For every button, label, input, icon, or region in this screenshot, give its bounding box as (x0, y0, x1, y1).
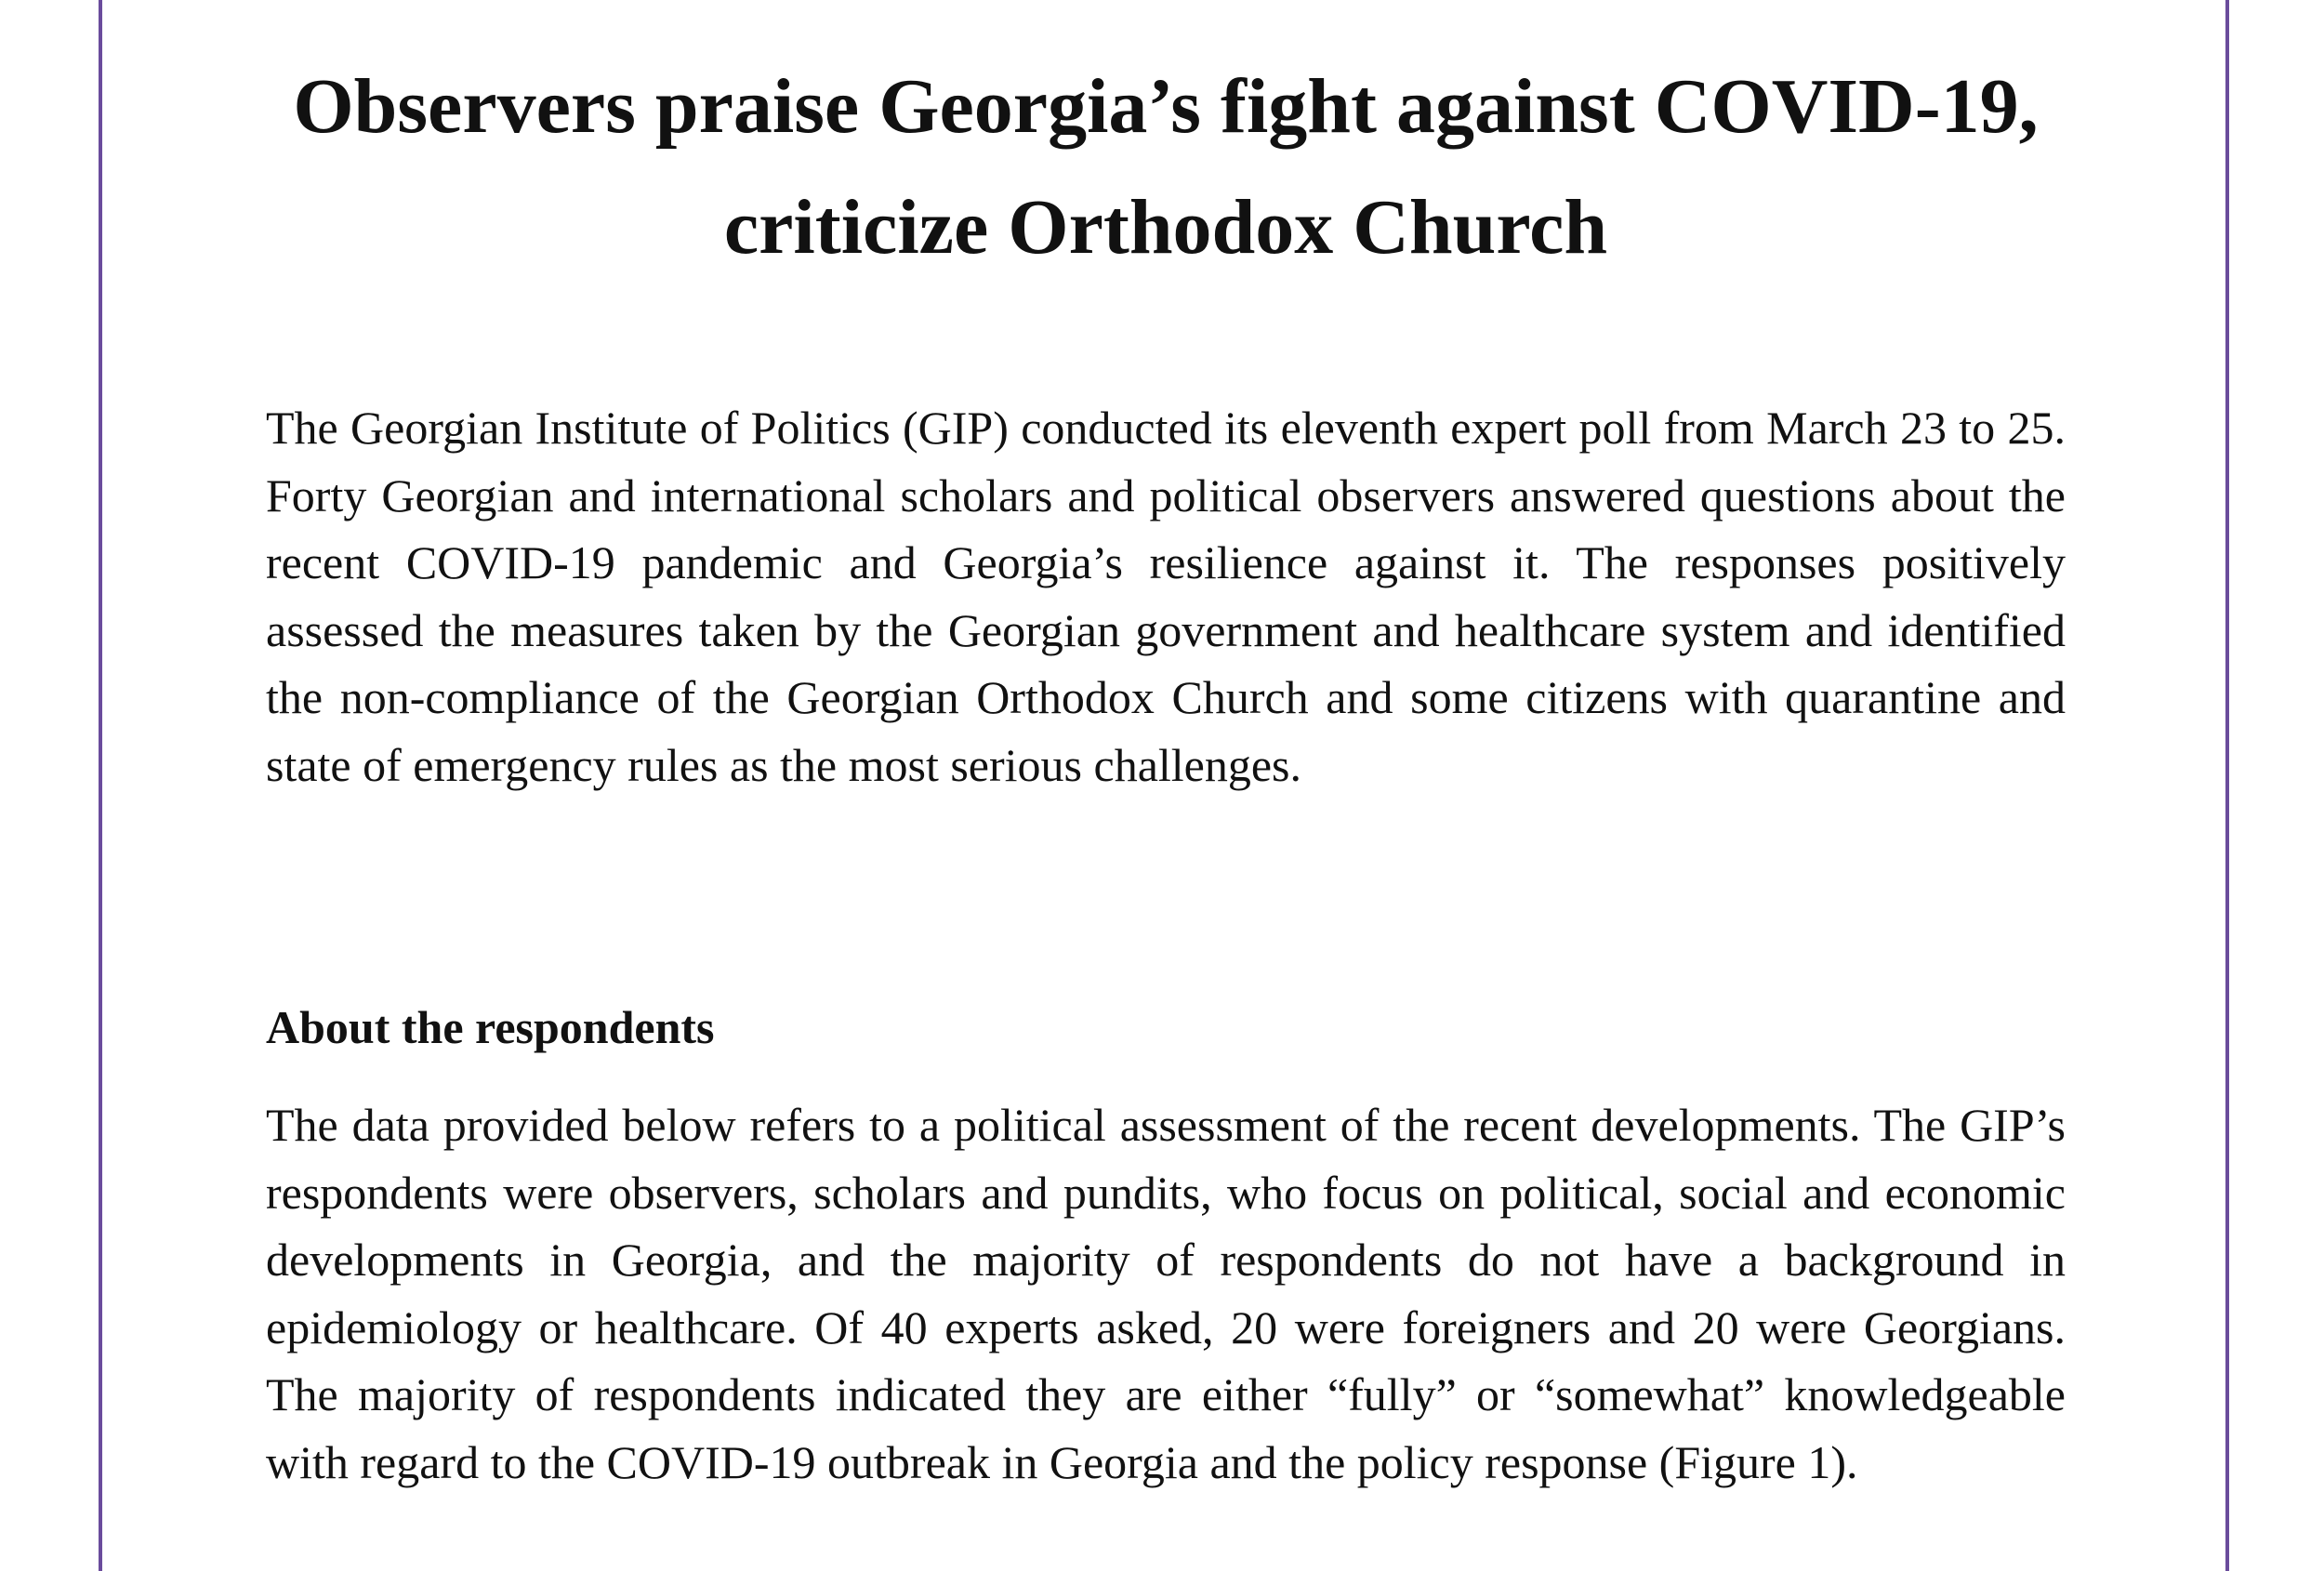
title-line-2: criticize Orthodox Church (723, 184, 1608, 271)
intro-paragraph: The Georgian Institute of Politics (GIP) conducted its eleventh expert poll from March 23 to 25. Forty Georgian and international scholars and political observers answered questions about the recent COVID-19 pandemic and Georgia’s resilience against it. The responses positively assessed the measures taken by the Georgian government and healthcare system and identified the non-compliance of the Georgian Orthodox Church and some citizens with quarantine and state of emergency rules as the most serious challenges. (266, 402, 2066, 791)
respondents-paragraph: The data provided below refers to a political assessment of the recent developments. The GIP’s respondents were observers, scholars and pundits, who focus on political, social and economic developments in Georgia, and the majority of respondents do not have a background in epidemiology or healthcare. Of 40 experts asked, 20 were foreigners and 20 were Georgians. The majority of respondents indicated they are either “fully” or “somewhat” knowledgeable with regard to the COVID-19 outbreak in Georgia and the policy response (Figure 1). (266, 1099, 2066, 1488)
document-title (229, 46, 2103, 288)
section-heading-respondents: About the respondents (266, 1001, 715, 1053)
title-line-1: Observers praise Georgia’s fight against COVID-19, (293, 63, 2039, 150)
